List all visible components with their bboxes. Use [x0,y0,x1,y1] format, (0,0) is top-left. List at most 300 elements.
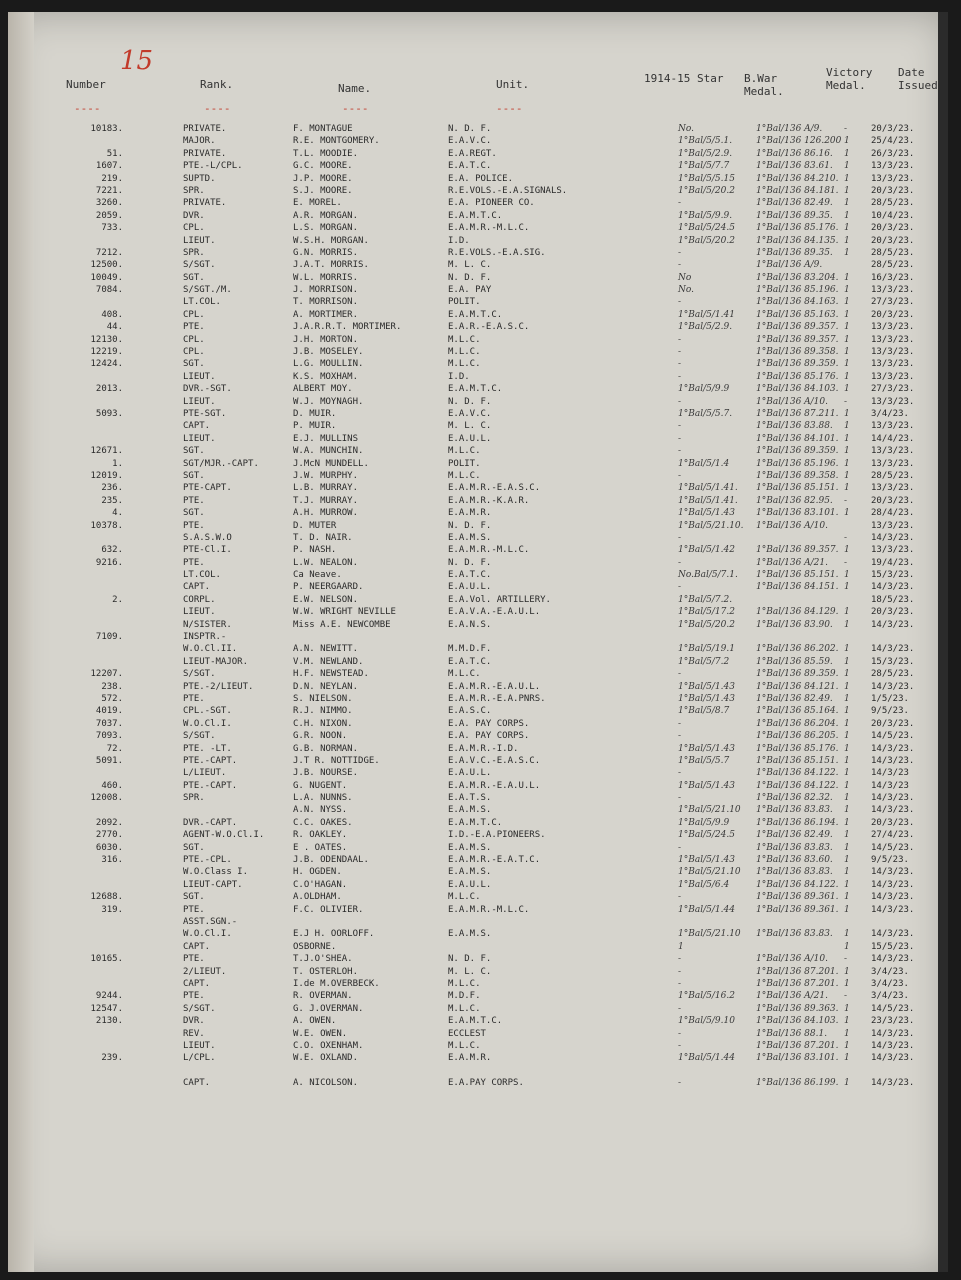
table-row [8,211,948,223]
row-rank: S/SGT. [183,669,216,680]
row-star-medal: 1°Bal/5/1.42 [678,545,735,556]
row-rank: PTE.-L/CPL. [183,161,243,172]
row-bwar-medal: 1°Bal/136 85.176. [756,371,839,382]
row-victory-medal: - [844,954,848,965]
row-star-medal: 1°Bal/5/7.7 [678,161,730,172]
row-name: G.B. NORMAN. [293,743,359,754]
row-rank: SGT/MJR.-CAPT. [183,458,259,469]
row-unit: E.A.M.R.-M.L.C. [448,223,530,234]
row-victory-medal: 1 [844,644,850,655]
row-unit: POLIT. [448,297,481,308]
row-victory-medal: 1 [844,1040,850,1051]
row-rank: SGT. [183,842,205,853]
row-name: T.J.O'SHEA. [293,954,353,965]
row-unit: N. D. F. [448,557,492,568]
row-date-issued: 3/4/23. [871,408,909,419]
row-bwar-medal: 1°Bal/136 82.32. [756,793,833,804]
row-bwar-medal: 1°Bal/136 85.176. [756,743,839,754]
row-unit: M. L. C. [448,260,492,271]
row-victory-medal: 1 [844,458,850,469]
row-bwar-medal: 1°Bal/136 83.83. [756,929,833,940]
row-date-issued: 14/3/23 [871,780,909,791]
row-rank: PRIVATE. [183,198,227,209]
row-number: 236. [101,483,123,494]
row-number: 5091. [95,755,123,766]
table-row [8,322,948,334]
row-star-medal: 1°Bal/5/20.2 [678,185,735,196]
row-star-medal: 1°Bal/5/1.43 [678,508,735,519]
row-bwar-medal: 1°Bal/136 84.135. [756,235,839,246]
row-bwar-medal: 1°Bal/136 89.357. [756,322,839,333]
row-name: J.T R. NOTTIDGE. [293,755,380,766]
row-name: E. MOREL. [293,198,342,209]
table-row [8,1029,948,1041]
table-row [8,174,948,186]
row-rank: PRIVATE. [183,148,227,159]
row-number: 5093. [95,408,123,419]
row-number: 12219. [90,347,123,358]
row-victory-medal: 1 [844,285,850,296]
row-date-issued: 14/3/23. [871,867,915,878]
row-victory-medal: 1 [844,805,850,816]
row-date-issued: 15/3/23. [871,570,915,581]
row-star-medal: 1°Bal/5/9.9 [678,384,730,395]
row-rank: W.O.Class I. [183,867,249,878]
row-unit: E.A.M.T.C. [448,817,503,828]
row-rank: PTE. [183,557,205,568]
table-row [8,669,948,681]
row-unit: E.A.M.R.-M.L.C. [448,545,530,556]
row-victory-medal: 1 [844,322,850,333]
table-row [8,1004,948,1016]
row-date-issued: 13/3/23. [871,421,915,432]
row-star-medal: 1°Bal/5/24.5 [678,223,735,234]
row-unit: ECCLEST [448,1028,486,1039]
row-unit: E.A.Vol. ARTILLERY. [448,594,551,605]
row-number: 9216. [95,557,123,568]
row-number: 2770. [95,830,123,841]
row-date-issued: 3/4/23. [871,966,909,977]
table-row [8,508,948,520]
table-row [8,446,948,458]
row-name: J.B. NOURSE. [293,768,359,779]
row-bwar-medal: 1°Bal/136 83.101. [756,508,839,519]
header-underline-number: ---- [74,102,101,115]
table-row [8,483,948,495]
row-unit: E.A. PAY CORPS. [448,731,530,742]
row-victory-medal: 1 [844,334,850,345]
row-unit: E.A.M.R. [448,1053,492,1064]
row-name: G.N. MORRIS. [293,247,359,258]
row-bwar-medal: 1°Bal/136 85.163. [756,309,839,320]
row-unit: M.L.C. [448,359,481,370]
row-rank: SGT. [183,470,205,481]
table-row [8,161,948,173]
row-rank: PTE. [183,495,205,506]
row-rank: CPL. [183,309,205,320]
row-victory-medal: 1 [844,173,850,184]
row-number: 632. [101,545,123,556]
row-star-medal: - [678,669,682,680]
row-unit: I.D. [448,235,470,246]
page-number: 15 [120,46,154,76]
row-unit: E.A.V.C.-E.A.S.C. [448,755,541,766]
row-name: A.H. MURROW. [293,508,359,519]
row-victory-medal: 1 [844,1028,850,1039]
row-name: S.J. MOORE. [293,185,353,196]
row-name: W.E. OXLAND. [293,1053,359,1064]
row-bwar-medal: 1°Bal/136 83.61. [756,161,833,172]
row-rank: DVR.-CAPT. [183,817,238,828]
row-date-issued: 3/4/23. [871,978,909,989]
row-star-medal: - [678,793,682,804]
row-name: G. J.OVERMAN. [293,1003,364,1014]
table-row [8,942,948,954]
table-row [8,186,948,198]
row-unit: M.L.C. [448,669,481,680]
row-rank: PTE.-CAPT. [183,755,238,766]
row-name: L.A. NUNNS. [293,793,353,804]
row-rank: CPL. [183,223,205,234]
row-date-issued: 28/5/23. [871,470,915,481]
table-row [8,768,948,780]
row-unit: M.L.C. [448,892,481,903]
row-date-issued: 14/3/23. [871,1053,915,1064]
row-date-issued: 15/3/23. [871,656,915,667]
row-bwar-medal: 1°Bal/136 126.200 [756,136,842,147]
row-victory-medal: 1 [844,830,850,841]
row-star-medal: 1°Bal/5/21.10 [678,867,741,878]
row-date-issued: 20/3/23. [871,185,915,196]
row-bwar-medal: 1°Bal/136 89.359. [756,669,839,680]
row-victory-medal: - [844,532,848,543]
row-name: D.N. NEYLAN. [293,681,359,692]
register-rows [8,124,948,1090]
table-row [8,905,948,917]
row-victory-medal: - [844,124,848,134]
table-row [8,818,948,830]
row-name: W.S.H. MORGAN. [293,235,369,246]
table-row [8,260,948,272]
row-victory-medal: 1 [844,483,850,494]
row-victory-medal: 1 [844,508,850,519]
row-name: S. NIELSON. [293,693,353,704]
row-date-issued: 14/3/23. [871,793,915,804]
row-victory-medal: 1 [844,446,850,457]
row-unit: E.A.M.R.-K.A.R. [448,495,530,506]
table-row [8,297,948,309]
row-date-issued: 14/5/23. [871,842,915,853]
row-victory-medal: 1 [844,669,850,680]
row-name: L.W. NEALON. [293,557,359,568]
row-bwar-medal: 1°Bal/136 83.83. [756,805,833,816]
row-rank: LIEUT. [183,371,216,382]
row-star-medal: 1°Bal/5/9.9 [678,817,730,828]
row-name: F. MONTAGUE [293,124,353,134]
row-rank: PTE. [183,322,205,333]
table-row [8,582,948,594]
row-unit: E.A.T.S. [448,793,492,804]
row-number: 235. [101,495,123,506]
row-name: A.OLDHAM. [293,892,342,903]
table-row [8,285,948,297]
row-bwar-medal: 1°Bal/136 89.361. [756,892,839,903]
row-date-issued: 27/3/23. [871,297,915,308]
row-date-issued: 14/3/23. [871,755,915,766]
row-star-medal: - [678,1040,682,1051]
table-row [8,273,948,285]
row-rank: AGENT-W.O.Cl.I. [183,830,265,841]
row-victory-medal: 1 [844,470,850,481]
table-row [8,397,948,409]
row-rank: PTE. [183,693,205,704]
row-victory-medal: - [844,495,848,506]
row-star-medal: 1°Bal/5/24.5 [678,830,735,841]
row-star-medal: 1°Bal/5/5.7 [678,755,730,766]
header-bwar: B.War Medal. [744,72,784,98]
row-name: J.A.T. MORRIS. [293,260,369,271]
header-underline-unit: ---- [496,102,523,115]
row-bwar-medal: 1°Bal/136 84.103. [756,1016,839,1027]
row-rank: PTE.-2/LIEUT. [183,681,254,692]
row-unit: E.A.U.L. [448,879,492,890]
row-name: H. OGDEN. [293,867,342,878]
row-rank: PTE-SGT. [183,408,227,419]
table-row [8,830,948,842]
row-name: A.R. MORGAN. [293,210,359,221]
row-unit: E.A.M.S. [448,842,492,853]
row-date-issued: 28/5/23. [871,198,915,209]
row-name: H.F. NEWSTEAD. [293,669,369,680]
row-number: 7084. [95,285,123,296]
row-victory-medal: 1 [844,1016,850,1027]
row-unit: E.A.M.S. [448,532,492,543]
row-date-issued: 10/4/23. [871,210,915,221]
row-unit: M. L. C. [448,966,492,977]
row-rank: LIEUT. [183,607,216,618]
row-rank: CPL. [183,347,205,358]
row-unit: E.A.U.L. [448,582,492,593]
row-bwar-medal: 1°Bal/136 89.35. [756,247,833,258]
row-star-medal: - [678,978,682,989]
row-unit: I.D.-E.A.PIONEERS. [448,830,546,841]
table-row [8,421,948,433]
table-row [8,521,948,533]
row-rank: PTE.-CPL. [183,855,232,866]
row-star-medal: - [678,532,682,543]
row-victory-medal: 1 [844,978,850,989]
table-row [8,1066,948,1078]
row-victory-medal: 1 [844,148,850,159]
row-name: C.H. NIXON. [293,718,353,729]
row-star-medal: 1°Bal/5/21.10 [678,929,741,940]
row-rank: PTE. [183,520,205,531]
row-victory-medal: 1 [844,817,850,828]
row-star-medal: - [678,260,682,271]
row-name: E.J. MULLINS [293,433,359,444]
row-bwar-medal: 1°Bal/136 85.176. [756,223,839,234]
row-bwar-medal: 1°Bal/136 A/21. [756,991,828,1002]
row-rank: CPL.-SGT. [183,706,232,717]
row-date-issued: 14/4/23. [871,433,915,444]
row-date-issued: 19/4/23. [871,557,915,568]
row-name: G. NUGENT. [293,780,348,791]
row-star-medal: 1°Bal/5/1.44 [678,1053,735,1064]
row-bwar-medal: 1°Bal/136 83.90. [756,619,833,630]
row-rank: PTE. [183,954,205,965]
row-bwar-medal: 1°Bal/136 89.359. [756,359,839,370]
row-date-issued: 20/3/23. [871,235,915,246]
row-date-issued: 28/5/23. [871,247,915,258]
table-row [8,471,948,483]
row-name: V.M. NEWLAND. [293,656,364,667]
row-bwar-medal: 1°Bal/136 84.122. [756,768,839,779]
row-number: 6030. [95,842,123,853]
row-unit: M.L.C. [448,347,481,358]
row-rank: S/SGT. [183,1003,216,1014]
row-bwar-medal: 1°Bal/136 83.83. [756,867,833,878]
row-bwar-medal: 1°Bal/136 A/10. [756,396,828,407]
row-rank: SPR. [183,793,205,804]
row-number: 7212. [95,247,123,258]
row-star-medal: 1 [678,941,684,952]
row-bwar-medal: 1°Bal/136 84.210. [756,173,839,184]
row-unit: E.A.T.C. [448,570,492,581]
row-date-issued: 13/3/23. [871,396,915,407]
row-date-issued: 14/3/23. [871,743,915,754]
row-number: 12500. [90,260,123,271]
table-row [8,644,948,656]
row-star-medal: 1°Bal/5/21.10. [678,520,744,531]
row-bwar-medal: 1°Bal/136 86.204. [756,718,839,729]
row-date-issued: 13/3/23. [871,285,915,296]
table-row [8,595,948,607]
row-rank: W.O.Cl.I. [183,718,232,729]
row-bwar-medal: 1°Bal/136 89.359. [756,446,839,457]
row-bwar-medal: 1°Bal/136 85.151. [756,755,839,766]
table-row [8,929,948,941]
row-victory-medal: - [844,557,848,568]
row-bwar-medal: 1°Bal/136 87.201. [756,1040,839,1051]
row-bwar-medal: 1°Bal/136 84.129. [756,607,839,618]
row-date-issued: 27/4/23. [871,830,915,841]
row-number: 4019. [95,706,123,717]
row-victory-medal: 1 [844,309,850,320]
row-name: L.B. MURRAY. [293,483,359,494]
row-date-issued: 20/3/23. [871,124,915,134]
row-unit: E.A.V.C. [448,136,492,147]
row-victory-medal: 1 [844,892,850,903]
row-number: 460. [101,780,123,791]
row-rank: PTE. [183,904,205,915]
row-date-issued: 20/3/23. [871,223,915,234]
row-star-medal: 1°Bal/5/1.43 [678,855,735,866]
row-bwar-medal: 1°Bal/136 85.196. [756,458,839,469]
table-row [8,979,948,991]
row-date-issued: 13/3/23. [871,173,915,184]
row-unit: M.L.C. [448,1040,481,1051]
row-unit: I.D. [448,371,470,382]
row-victory-medal: 1 [844,223,850,234]
row-star-medal: 1°Bal/5/5.15 [678,173,735,184]
row-star-medal: - [678,718,682,729]
row-name: Miss A.E. NEWCOMBE [293,619,391,630]
row-bwar-medal: 1°Bal/136 82.49. [756,693,833,704]
row-date-issued: 14/3/23. [871,929,915,940]
row-date-issued: 27/3/23. [871,384,915,395]
row-star-medal: 1°Bal/5/19.1 [678,644,735,655]
row-unit: M.L.C. [448,334,481,345]
row-name: L.S. MORGAN. [293,223,359,234]
row-victory-medal: 1 [844,619,850,630]
row-victory-medal: 1 [844,731,850,742]
row-unit: N. D. F. [448,124,492,134]
header-unit: Unit. [496,78,530,91]
row-number: 44. [106,322,123,333]
row-bwar-medal: 1°Bal/136 87.201. [756,978,839,989]
row-date-issued: 13/3/23. [871,322,915,333]
row-star-medal: - [678,297,682,308]
row-date-issued: 28/5/23. [871,260,915,271]
table-row [8,855,948,867]
row-date-issued: 14/3/23 [871,768,909,779]
row-victory-medal: 1 [844,371,850,382]
row-unit: E.A.S.C. [448,706,492,717]
row-name: J. MORRISON. [293,285,359,296]
row-number: 408. [101,309,123,320]
row-star-medal: - [678,768,682,779]
row-bwar-medal: 1°Bal/136 83.204. [756,272,839,283]
table-row [8,1016,948,1028]
row-name: R. OAKLEY. [293,830,348,841]
row-unit: N. D. F. [448,954,492,965]
row-bwar-medal: 1°Bal/136 83.101. [756,1053,839,1064]
row-bwar-medal: 1°Bal/136 86.194. [756,817,839,828]
table-row [8,124,948,136]
row-unit: E.A.R.-E.A.S.C. [448,322,530,333]
table-row [8,880,948,892]
row-bwar-medal: 1°Bal/136 89.357. [756,545,839,556]
row-rank: CPL. [183,334,205,345]
row-victory-medal: 1 [844,570,850,581]
row-rank: SGT. [183,446,205,457]
row-victory-medal: 1 [844,185,850,196]
row-unit: R.E.VOLS.-E.A.SIG. [448,247,546,258]
row-name: OSBORNE. [293,941,337,952]
row-number: 1607. [95,161,123,172]
row-bwar-medal: 1°Bal/136 82.49. [756,830,833,841]
row-name: A.N. NEWITT. [293,644,359,655]
header-number: Number [66,78,106,91]
row-victory-medal: 1 [844,867,850,878]
row-rank: S/SGT. [183,260,216,271]
row-name: F.C. OLIVIER. [293,904,364,915]
row-rank: W.O.Cl.II. [183,644,238,655]
row-victory-medal: 1 [844,582,850,593]
row-victory-medal: 1 [844,210,850,221]
row-unit: E.A.M.R.-E.A.PNRS. [448,693,546,704]
table-row [8,223,948,235]
row-bwar-medal: 1°Bal/136 A/9. [756,260,823,271]
row-victory-medal: 1 [844,607,850,618]
row-victory-medal: 1 [844,1078,850,1089]
row-victory-medal: 1 [844,408,850,419]
row-unit: E.A.U.L. [448,433,492,444]
row-victory-medal: - [844,991,848,1002]
table-row [8,384,948,396]
row-unit: E.A.M.R. [448,508,492,519]
row-number: 10378. [90,520,123,531]
